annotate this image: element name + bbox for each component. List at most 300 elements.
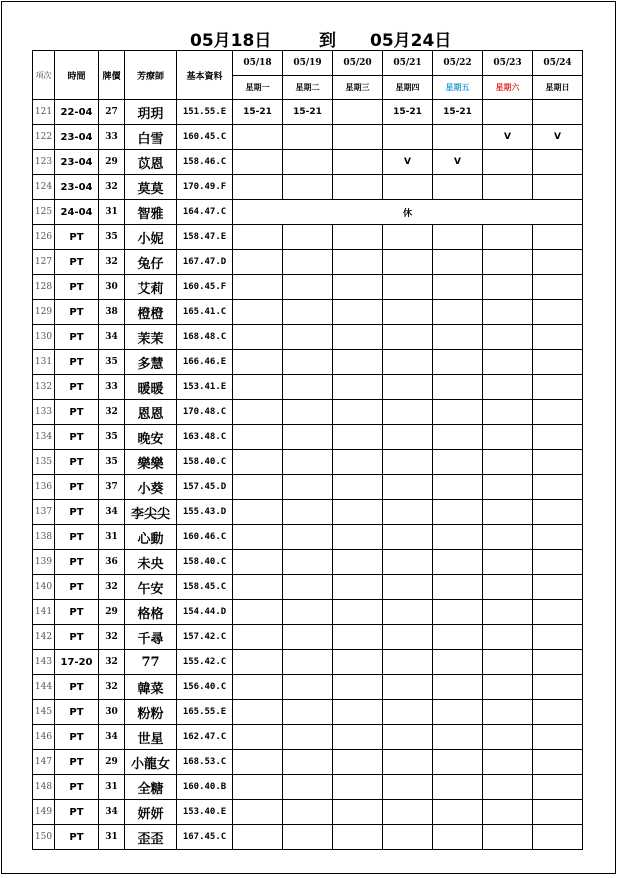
row-basic-info: 160.46.C [177, 525, 233, 550]
row-index: 130 [33, 325, 55, 350]
row-index: 128 [33, 275, 55, 300]
therapist-row [33, 100, 583, 125]
row-therapist-name: 多慧 [125, 350, 177, 375]
row-basic-info: 158.45.C [177, 575, 233, 600]
schedule-cell [233, 825, 283, 850]
schedule-cell [383, 825, 433, 850]
therapist-row [33, 375, 583, 400]
therapist-row [33, 625, 583, 650]
schedule-cell [533, 550, 583, 575]
schedule-cell [283, 725, 333, 750]
schedule-cell [383, 175, 433, 200]
schedule-cell [233, 475, 283, 500]
row-therapist-name: 樂樂 [125, 450, 177, 475]
schedule-cell [233, 675, 283, 700]
row-basic-info: 168.48.C [177, 325, 233, 350]
schedule-cell [433, 225, 483, 250]
row-basic-info: 155.42.C [177, 650, 233, 675]
therapist-row [33, 300, 583, 325]
row-therapist-name: 世星 [125, 725, 177, 750]
schedule-cell [533, 775, 583, 800]
therapist-row [33, 400, 583, 425]
row-time: PT [55, 500, 99, 525]
schedule-cell [483, 500, 533, 525]
row-time: PT [55, 300, 99, 325]
day-date-header: 05/21 [383, 51, 433, 76]
day-weekday-header: 星期日 [533, 76, 583, 100]
row-time: PT [55, 775, 99, 800]
schedule-cell [483, 825, 533, 850]
schedule-cell [383, 525, 433, 550]
row-index: 131 [33, 350, 55, 375]
schedule-cell [383, 400, 433, 425]
therapist-row [33, 325, 583, 350]
row-therapist-name: 智雅 [125, 200, 177, 225]
schedule-cell [283, 375, 333, 400]
schedule-cell [533, 650, 583, 675]
row-basic-info: 153.40.E [177, 800, 233, 825]
day-date-header: 05/23 [483, 51, 533, 76]
schedule-cell [283, 400, 333, 425]
schedule-cell [383, 325, 433, 350]
schedule-cell [233, 600, 283, 625]
schedule-cell [383, 275, 433, 300]
schedule-cell [283, 775, 333, 800]
therapist-row [33, 650, 583, 675]
row-index: 134 [33, 425, 55, 450]
schedule-cell [483, 175, 533, 200]
therapist-row [33, 425, 583, 450]
therapist-row [33, 275, 583, 300]
row-index: 135 [33, 450, 55, 475]
schedule-cell [533, 250, 583, 275]
row-time: PT [55, 700, 99, 725]
schedule-cell [483, 675, 533, 700]
schedule-cell [333, 650, 383, 675]
row-card-price: 31 [99, 525, 125, 550]
schedule-cell [283, 675, 333, 700]
schedule-cell [333, 150, 383, 175]
schedule-cell [533, 325, 583, 350]
schedule-cell [483, 700, 533, 725]
row-therapist-name: 小葵 [125, 475, 177, 500]
title-end-date: 05月24日 [370, 31, 452, 51]
therapist-row [33, 750, 583, 775]
schedule-cell [433, 325, 483, 350]
day-weekday-header: 星期四 [383, 76, 433, 100]
row-time: PT [55, 550, 99, 575]
row-basic-info: 168.53.C [177, 750, 233, 775]
row-index: 127 [33, 250, 55, 275]
schedule-cell [233, 450, 283, 475]
schedule-cell [333, 475, 383, 500]
schedule-cell [283, 175, 333, 200]
schedule-cell [333, 675, 383, 700]
row-index: 141 [33, 600, 55, 625]
schedule-cell [283, 650, 333, 675]
schedule-cell [533, 750, 583, 775]
row-time: PT [55, 525, 99, 550]
row-time: PT [55, 575, 99, 600]
row-index: 138 [33, 525, 55, 550]
therapist-row [33, 825, 583, 850]
schedule-cell: 15-21 [283, 100, 333, 125]
schedule-cell [533, 575, 583, 600]
row-index: 143 [33, 650, 55, 675]
schedule-cell [283, 600, 333, 625]
schedule-cell [283, 825, 333, 850]
row-card-price: 32 [99, 675, 125, 700]
schedule-cell [433, 500, 483, 525]
schedule-cell [333, 175, 383, 200]
schedule-cell [333, 825, 383, 850]
day-weekday-header: 星期二 [283, 76, 333, 100]
row-basic-info: 156.40.C [177, 675, 233, 700]
row-index: 137 [33, 500, 55, 525]
schedule-cell [333, 425, 383, 450]
row-card-price: 35 [99, 425, 125, 450]
schedule-cell [533, 100, 583, 125]
schedule-cell [383, 800, 433, 825]
schedule-cell [333, 375, 383, 400]
header-index: 項次 [33, 51, 55, 100]
header-row-dates [33, 51, 583, 76]
therapist-row [33, 800, 583, 825]
therapist-row [33, 250, 583, 275]
schedule-cell [233, 150, 283, 175]
schedule-cell [383, 700, 433, 725]
schedule-cell [283, 425, 333, 450]
schedule-cell [483, 525, 533, 550]
header-name: 芳療師 [125, 51, 177, 100]
therapist-row [33, 500, 583, 525]
row-index: 123 [33, 150, 55, 175]
schedule-cell [533, 725, 583, 750]
row-card-price: 37 [99, 475, 125, 500]
schedule-cell [433, 350, 483, 375]
row-time: PT [55, 275, 99, 300]
day-weekday-header: 星期六 [483, 76, 533, 100]
schedule-cell [383, 250, 433, 275]
schedule-cell [233, 225, 283, 250]
schedule-cell [383, 125, 433, 150]
row-therapist-name: 晚安 [125, 425, 177, 450]
schedule-cell [483, 150, 533, 175]
schedule-cell [483, 325, 533, 350]
schedule-cell [283, 700, 333, 725]
row-basic-info: 151.55.E [177, 100, 233, 125]
row-card-price: 35 [99, 225, 125, 250]
schedule-cell [283, 125, 333, 150]
schedule-cell [233, 550, 283, 575]
row-time: PT [55, 450, 99, 475]
schedule-cell [533, 300, 583, 325]
row-time: PT [55, 400, 99, 425]
schedule-cell [283, 500, 333, 525]
schedule-cell [333, 625, 383, 650]
row-card-price: 32 [99, 400, 125, 425]
title-start-date: 05月18日 [190, 31, 272, 51]
schedule-cell [533, 375, 583, 400]
schedule-cell [383, 725, 433, 750]
row-index: 150 [33, 825, 55, 850]
row-basic-info: 154.44.D [177, 600, 233, 625]
row-time: PT [55, 375, 99, 400]
row-therapist-name: 千尋 [125, 625, 177, 650]
schedule-cell [483, 300, 533, 325]
schedule-cell [333, 325, 383, 350]
schedule-cell [383, 675, 433, 700]
schedule-cell [233, 525, 283, 550]
row-time: PT [55, 425, 99, 450]
schedule-cell [233, 500, 283, 525]
schedule-cell [233, 425, 283, 450]
therapist-row [33, 575, 583, 600]
schedule-cell [433, 175, 483, 200]
row-time: PT [55, 250, 99, 275]
schedule-cell [433, 300, 483, 325]
row-basic-info: 157.42.C [177, 625, 233, 650]
row-card-price: 32 [99, 575, 125, 600]
row-time: 24-04 [55, 200, 99, 225]
schedule-cell: 15-21 [383, 100, 433, 125]
therapist-row [33, 225, 583, 250]
schedule-title [0, 26, 619, 50]
schedule-cell [433, 125, 483, 150]
schedule-cell [233, 775, 283, 800]
row-card-price: 32 [99, 650, 125, 675]
row-index: 147 [33, 750, 55, 775]
schedule-cell [233, 400, 283, 425]
therapist-row [33, 675, 583, 700]
row-index: 148 [33, 775, 55, 800]
schedule-cell [433, 725, 483, 750]
schedule-cell [383, 775, 433, 800]
row-card-price: 32 [99, 625, 125, 650]
schedule-cell [233, 350, 283, 375]
schedule-cell [433, 475, 483, 500]
row-time: 23-04 [55, 150, 99, 175]
schedule-cell [383, 450, 433, 475]
row-therapist-name: 玥玥 [125, 100, 177, 125]
day-weekday-header: 星期三 [333, 76, 383, 100]
schedule-cell [533, 500, 583, 525]
schedule-cell [283, 300, 333, 325]
row-index: 133 [33, 400, 55, 425]
schedule-cell [433, 800, 483, 825]
row-therapist-name: 恩恩 [125, 400, 177, 425]
schedule-cell [233, 725, 283, 750]
row-card-price: 34 [99, 325, 125, 350]
row-basic-info: 160.45.C [177, 125, 233, 150]
row-therapist-name: 暖暖 [125, 375, 177, 400]
row-therapist-name: 李尖尖 [125, 500, 177, 525]
row-basic-info: 158.40.C [177, 550, 233, 575]
schedule-cell [433, 575, 483, 600]
row-therapist-name: 苡恩 [125, 150, 177, 175]
schedule-cell [233, 575, 283, 600]
schedule-cell [433, 825, 483, 850]
schedule-cell [483, 725, 533, 750]
row-index: 126 [33, 225, 55, 250]
row-time: PT [55, 750, 99, 775]
schedule-cell [433, 700, 483, 725]
schedule-cell: V [383, 150, 433, 175]
schedule-cell [433, 550, 483, 575]
row-time: PT [55, 675, 99, 700]
schedule-cell [333, 700, 383, 725]
row-basic-info: 153.41.E [177, 375, 233, 400]
schedule-cell [433, 250, 483, 275]
row-time: PT [55, 800, 99, 825]
row-index: 132 [33, 375, 55, 400]
schedule-cell [383, 225, 433, 250]
row-card-price: 32 [99, 175, 125, 200]
schedule-cell [433, 400, 483, 425]
schedule-cell: V [483, 125, 533, 150]
row-basic-info: 157.45.D [177, 475, 233, 500]
schedule-cell: V [433, 150, 483, 175]
row-card-price: 35 [99, 350, 125, 375]
schedule-cell [483, 375, 533, 400]
schedule-cell [333, 450, 383, 475]
row-index: 122 [33, 125, 55, 150]
schedule-cell [483, 225, 533, 250]
schedule-cell [283, 750, 333, 775]
day-weekday-header: 星期一 [233, 76, 283, 100]
row-therapist-name: 莫莫 [125, 175, 177, 200]
schedule-cell [533, 800, 583, 825]
schedule-cell [533, 175, 583, 200]
header-info: 基本資料 [177, 51, 233, 100]
row-therapist-name: 白雪 [125, 125, 177, 150]
schedule-cell [483, 575, 533, 600]
schedule-cell [333, 525, 383, 550]
row-index: 149 [33, 800, 55, 825]
schedule-cell [433, 650, 483, 675]
row-card-price: 29 [99, 750, 125, 775]
row-card-price: 35 [99, 450, 125, 475]
row-card-price: 34 [99, 725, 125, 750]
schedule-cell [283, 275, 333, 300]
row-card-price: 34 [99, 500, 125, 525]
row-index: 136 [33, 475, 55, 500]
schedule-cell [233, 375, 283, 400]
row-therapist-name: 艾莉 [125, 275, 177, 300]
schedule-cell [233, 750, 283, 775]
row-basic-info: 166.46.E [177, 350, 233, 375]
row-basic-info: 158.46.C [177, 150, 233, 175]
schedule-cell [383, 750, 433, 775]
day-date-header: 05/18 [233, 51, 283, 76]
row-index: 146 [33, 725, 55, 750]
row-card-price: 30 [99, 700, 125, 725]
row-index: 125 [33, 200, 55, 225]
row-time: PT [55, 325, 99, 350]
schedule-cell [483, 450, 533, 475]
schedule-cell [333, 125, 383, 150]
row-therapist-name: 午安 [125, 575, 177, 600]
row-index: 124 [33, 175, 55, 200]
row-time: 23-04 [55, 125, 99, 150]
row-card-price: 33 [99, 375, 125, 400]
row-therapist-name: 妍妍 [125, 800, 177, 825]
schedule-cell [483, 475, 533, 500]
schedule-cell [383, 500, 433, 525]
row-time: PT [55, 825, 99, 850]
row-index: 145 [33, 700, 55, 725]
row-therapist-name: 歪歪 [125, 825, 177, 850]
header-card: 牌價 [99, 51, 125, 100]
schedule-cell [283, 550, 333, 575]
schedule-cell [383, 575, 433, 600]
row-time: 17-20 [55, 650, 99, 675]
therapist-row [33, 725, 583, 750]
row-card-price: 36 [99, 550, 125, 575]
row-index: 139 [33, 550, 55, 575]
row-time: PT [55, 475, 99, 500]
row-card-price: 30 [99, 275, 125, 300]
schedule-cell [433, 775, 483, 800]
schedule-cell [333, 275, 383, 300]
row-index: 144 [33, 675, 55, 700]
title-to-word: 到 [319, 31, 336, 51]
schedule-cell [233, 700, 283, 725]
schedule-cell [483, 600, 533, 625]
day-date-header: 05/22 [433, 51, 483, 76]
schedule-cell [483, 250, 533, 275]
row-time: PT [55, 725, 99, 750]
day-date-header: 05/24 [533, 51, 583, 76]
row-therapist-name: 全糖 [125, 775, 177, 800]
row-time: 22-04 [55, 100, 99, 125]
row-basic-info: 165.55.E [177, 700, 233, 725]
schedule-cell [283, 325, 333, 350]
row-time: 23-04 [55, 175, 99, 200]
row-therapist-name: 心動 [125, 525, 177, 550]
schedule-cell [483, 550, 533, 575]
schedule-cell [333, 350, 383, 375]
row-card-price: 31 [99, 775, 125, 800]
schedule-cell [483, 625, 533, 650]
schedule-cell [333, 600, 383, 625]
row-therapist-name: 格格 [125, 600, 177, 625]
schedule-cell [283, 575, 333, 600]
schedule-cell [283, 450, 333, 475]
schedule-cell [383, 550, 433, 575]
schedule-cell [483, 100, 533, 125]
row-index: 129 [33, 300, 55, 325]
schedule-cell [383, 375, 433, 400]
row-card-price: 32 [99, 250, 125, 275]
schedule-cell [433, 600, 483, 625]
schedule-cell [233, 175, 283, 200]
row-therapist-name: 兔仔 [125, 250, 177, 275]
row-card-price: 27 [99, 100, 125, 125]
schedule-cell [233, 300, 283, 325]
schedule-cell [333, 550, 383, 575]
schedule-cell [483, 275, 533, 300]
schedule-cell [433, 675, 483, 700]
schedule-cell [233, 800, 283, 825]
schedule-cell [483, 350, 533, 375]
schedule-cell [283, 225, 333, 250]
schedule-cell [533, 275, 583, 300]
row-basic-info: 167.47.D [177, 250, 233, 275]
schedule-cell [233, 650, 283, 675]
schedule-cell [283, 250, 333, 275]
schedule-cell [333, 500, 383, 525]
